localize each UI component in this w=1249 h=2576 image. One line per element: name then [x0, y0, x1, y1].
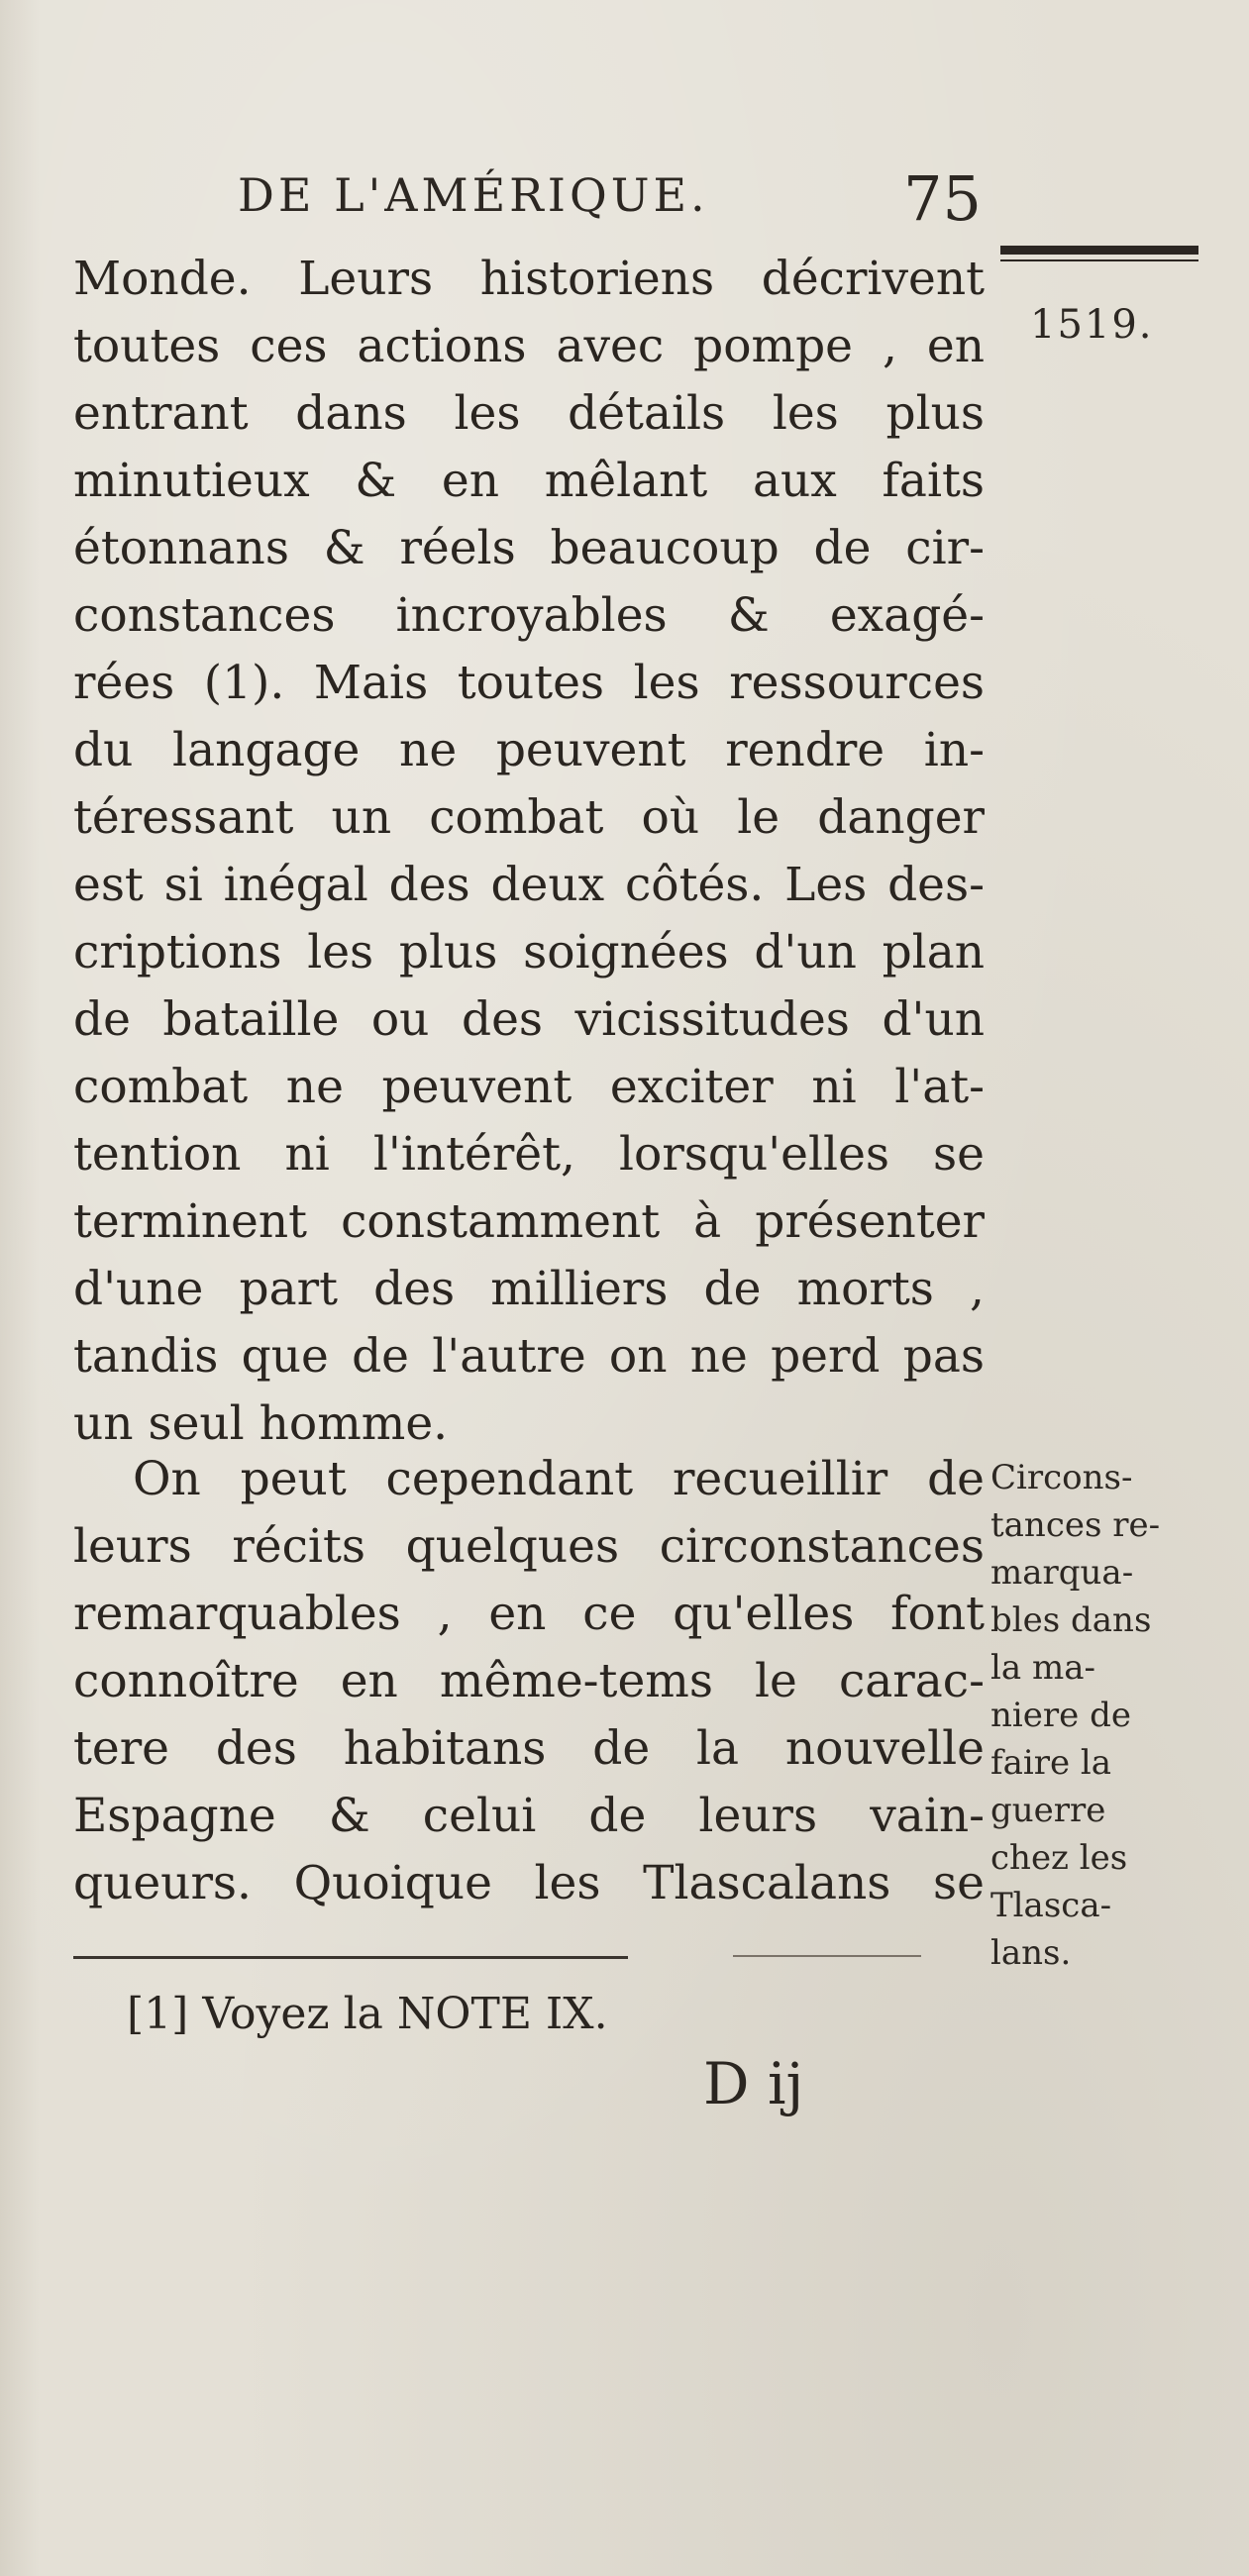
text-line: entrant dans les détails les plus	[73, 386, 985, 441]
text-line: tandis que de l'autre on ne perd pas	[73, 1329, 985, 1384]
margin-rule-thin	[1000, 259, 1198, 261]
text-line: constances incroyables & exagé-	[73, 588, 985, 643]
text-line: tention ni l'intérêt, lorsqu'elles se	[73, 1127, 985, 1182]
text-line: remarquables , en ce qu'elles font	[73, 1587, 985, 1641]
paragraph-1	[73, 246, 985, 1458]
text-line: d'une part des milliers de morts ,	[73, 1262, 985, 1316]
text-line: queurs. Quoique les Tlascalans se	[73, 1856, 985, 1910]
signature-mark: D ij	[703, 2050, 804, 2117]
margin-note-line: la ma-	[990, 1648, 1095, 1688]
margin-note-line: tances re-	[990, 1505, 1161, 1545]
paragraph-2	[73, 1446, 985, 1917]
text-line: Espagne & celui de leurs vain-	[73, 1789, 985, 1843]
text-line: terminent constamment à présenter	[73, 1194, 985, 1249]
footnote-rule	[73, 1956, 628, 1959]
text-line: combat ne peuvent exciter ni l'at-	[73, 1060, 985, 1114]
text-line: criptions les plus soignées d'un plan	[73, 925, 985, 979]
margin-note	[990, 1454, 1203, 1977]
text-line: téressant un combat où le danger	[73, 790, 985, 845]
text-line: toutes ces actions avec pompe , en	[73, 319, 985, 373]
margin-note-line: marqua-	[990, 1553, 1134, 1593]
text-line: est si inégal des deux côtés. Les des-	[73, 858, 985, 912]
text-line: connoître en même-tems le carac-	[73, 1654, 985, 1708]
margin-note-line: bles dans	[990, 1600, 1152, 1640]
margin-note-line: faire la	[990, 1743, 1112, 1783]
footnote-rule-faint	[733, 1955, 921, 1957]
margin-note-line: Circons-	[990, 1458, 1133, 1497]
text-line: du langage ne peuvent rendre in-	[73, 723, 985, 777]
page-number: 75	[903, 162, 982, 235]
text-line: Monde. Leurs historiens décrivent	[73, 252, 985, 306]
margin-note-line: niere de	[990, 1696, 1131, 1735]
margin-note-line: guerre	[990, 1791, 1106, 1830]
footnote: [1] Voyez la NOTE IX.	[127, 1989, 608, 2039]
text-line: étonnans & réels beaucoup de cir-	[73, 521, 985, 575]
margin-year: 1519.	[1030, 302, 1154, 348]
text-line: de bataille ou des vicissitudes d'un	[73, 992, 985, 1047]
running-header-title: DE L'AMÉRIQUE.	[238, 168, 709, 222]
text-line: On peut cependant recueillir de	[133, 1452, 985, 1506]
text-line: tere des habitans de la nouvelle	[73, 1721, 985, 1776]
text-line: rées (1). Mais toutes les ressources	[73, 656, 985, 710]
text-line: un seul homme.	[73, 1396, 449, 1451]
margin-note-line: lans.	[990, 1933, 1072, 1973]
margin-note-line: chez les	[990, 1838, 1128, 1878]
text-line: minutieux & en mêlant aux faits	[73, 454, 985, 508]
margin-note-line: Tlasca-	[990, 1886, 1112, 1925]
text-line: leurs récits quelques circonstances	[73, 1519, 985, 1574]
margin-rule-thick	[1000, 246, 1198, 255]
